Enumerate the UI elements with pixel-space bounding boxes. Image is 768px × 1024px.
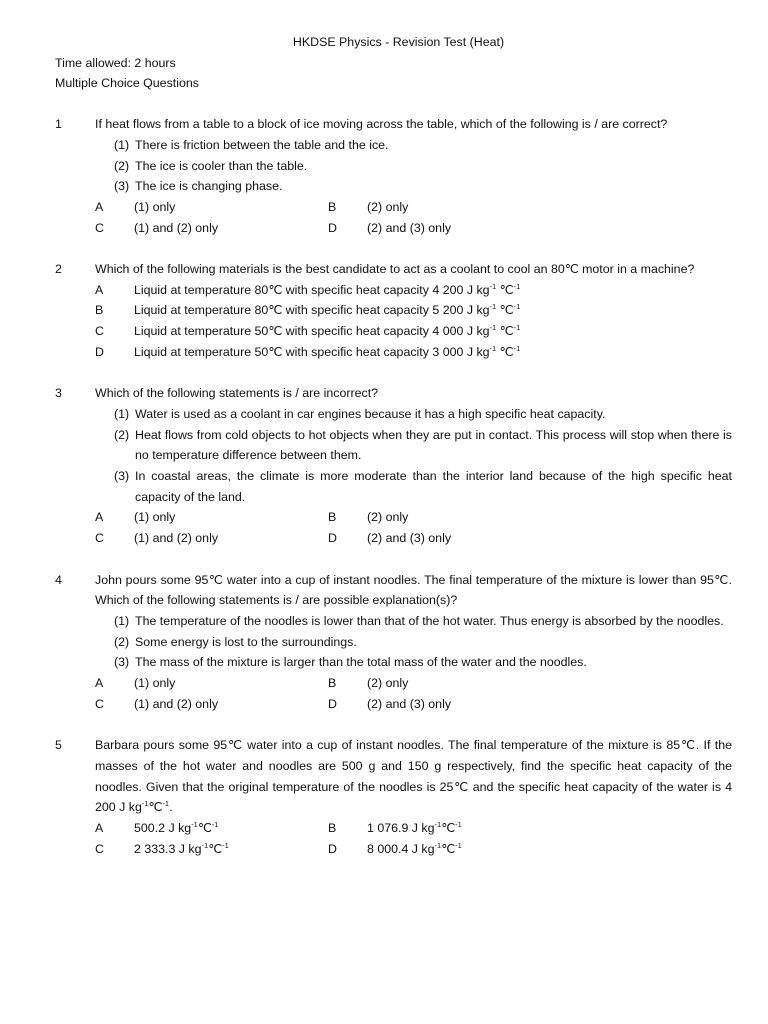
option-text bbox=[134, 280, 732, 301]
option-a[interactable] bbox=[95, 673, 328, 694]
spacer bbox=[55, 94, 732, 114]
option-letter: B bbox=[328, 676, 337, 691]
page-title: HKDSE Physics - Revision Test (Heat) bbox=[292, 35, 505, 49]
exponent: -1 bbox=[455, 840, 462, 850]
unit-symbol: ℃ bbox=[197, 820, 212, 835]
option-text: (2) only bbox=[367, 199, 409, 214]
question-body bbox=[95, 259, 732, 363]
exponent: -1 bbox=[162, 799, 170, 809]
statement-text: The temperature of the noodles is lower than that of the hot water. Thus energy is absorbed by the noodles. bbox=[135, 613, 724, 628]
question-5 bbox=[55, 735, 732, 859]
option-letter: D bbox=[328, 531, 337, 546]
option-text: (1) and (2) only bbox=[134, 220, 219, 235]
exponent: -1 bbox=[434, 819, 442, 829]
statement-text: The ice is cooler than the table. bbox=[135, 158, 308, 173]
statement-number: (2) bbox=[114, 634, 130, 649]
option-b[interactable] bbox=[328, 507, 561, 528]
option-text bbox=[134, 839, 328, 860]
option-letter: A bbox=[95, 676, 104, 691]
exponent: -1 bbox=[513, 302, 521, 312]
statement-text: The mass of the mixture is larger than the total mass of the water and the noodles. bbox=[135, 655, 587, 670]
statement-number: (3) bbox=[114, 655, 130, 670]
section-heading: Multiple Choice Questions bbox=[55, 76, 199, 91]
option-text: (2) and (3) only bbox=[367, 220, 452, 235]
statement-number: (1) bbox=[114, 406, 130, 421]
exponent: -1 bbox=[489, 343, 497, 353]
exponent: -1 bbox=[201, 840, 209, 850]
option-d[interactable] bbox=[328, 528, 561, 549]
exponent: -1 bbox=[191, 819, 198, 829]
question-2 bbox=[55, 259, 732, 363]
option-c[interactable] bbox=[95, 694, 328, 715]
option-text-main: 1 076.9 J kg bbox=[367, 820, 435, 835]
option-b[interactable] bbox=[95, 300, 732, 321]
question-stem: Which of the following statements is / are incorrect? bbox=[95, 386, 379, 401]
option-letter: C bbox=[95, 696, 104, 711]
statement-1 bbox=[95, 135, 732, 156]
option-text-main: Liquid at temperature 80℃ with specific heat capacity 5 200 J kg bbox=[134, 303, 490, 318]
option-a[interactable] bbox=[95, 507, 328, 528]
question-stem: If heat flows from a table to a block of ice moving across the table, which of the following is / are correct? bbox=[95, 117, 668, 132]
option-c[interactable] bbox=[95, 218, 328, 239]
exponent: -1 bbox=[513, 281, 521, 291]
question-stem: Which of the following materials is the best candidate to act as a coolant to cool an 80℃ motor in a machine? bbox=[95, 262, 695, 277]
option-letter: B bbox=[328, 820, 337, 835]
option-text bbox=[134, 300, 732, 321]
question-3 bbox=[55, 383, 732, 549]
option-letter: A bbox=[95, 282, 104, 297]
option-text: (1) only bbox=[134, 199, 176, 214]
question-body bbox=[95, 114, 732, 238]
exponent: -1 bbox=[141, 799, 149, 809]
option-letter: C bbox=[95, 324, 104, 339]
statement-text: In coastal areas, the climate is more moderate than the interior land because of the high specific heat capacity of the land. bbox=[135, 469, 732, 504]
exponent: -1 bbox=[513, 323, 521, 333]
option-b[interactable] bbox=[328, 673, 561, 694]
option-letter: A bbox=[95, 510, 104, 525]
option-text: (1) and (2) only bbox=[134, 696, 219, 711]
option-c[interactable] bbox=[95, 528, 328, 549]
statement-number: (3) bbox=[114, 469, 130, 484]
option-letter: B bbox=[328, 199, 337, 214]
unit-symbol: ℃ bbox=[496, 282, 514, 297]
option-d[interactable] bbox=[328, 694, 561, 715]
statement-3 bbox=[95, 466, 732, 507]
exponent: -1 bbox=[489, 323, 497, 333]
question-stem-text: Barbara pours some 95℃ water into a cup of instant noodles. The final temperature of the mixture is 85℃. If the masses of the hot water and noodles are 500 g and 150 g respectively, find the specific heat capacity of the noodles. Given that the original temperature of the noodles is 25℃ and the specific heat capacity of the water is 4 200 J kg bbox=[95, 738, 732, 815]
option-d[interactable] bbox=[328, 839, 561, 860]
option-text-main: Liquid at temperature 80℃ with specific heat capacity 4 200 J kg bbox=[134, 282, 490, 297]
unit-symbol: ℃ bbox=[208, 841, 223, 856]
options bbox=[95, 818, 732, 859]
option-d[interactable] bbox=[95, 342, 732, 363]
option-text-main: Liquid at temperature 50℃ with specific heat capacity 4 000 J kg bbox=[134, 324, 490, 339]
exponent: -1 bbox=[211, 819, 219, 829]
option-letter: C bbox=[95, 220, 104, 235]
exponent: -1 bbox=[489, 302, 497, 312]
question-4 bbox=[55, 570, 732, 715]
option-text-main: 8 000.4 J kg bbox=[367, 841, 435, 856]
option-letter: C bbox=[95, 531, 104, 546]
options bbox=[95, 673, 732, 714]
question-body bbox=[95, 735, 732, 859]
option-text bbox=[367, 839, 561, 860]
option-letter: A bbox=[95, 820, 104, 835]
option-a[interactable] bbox=[95, 818, 328, 839]
option-text: (1) only bbox=[134, 676, 176, 691]
exponent: -1 bbox=[513, 343, 521, 353]
exponent: -1 bbox=[434, 840, 442, 850]
option-b[interactable] bbox=[328, 818, 561, 839]
option-letter: D bbox=[95, 344, 104, 359]
unit-symbol: ℃ bbox=[496, 303, 514, 318]
option-text-main: 2 333.3 J kg bbox=[134, 841, 202, 856]
exponent: -1 bbox=[489, 281, 497, 291]
unit-symbol: ℃ bbox=[441, 820, 456, 835]
question-body bbox=[95, 383, 732, 549]
exponent: -1 bbox=[222, 840, 229, 850]
option-text: (2) and (3) only bbox=[367, 696, 452, 711]
statement-2 bbox=[95, 156, 732, 177]
option-c[interactable] bbox=[95, 839, 328, 860]
option-text: (1) only bbox=[134, 510, 176, 525]
time-allowed: Time allowed: 2 hours bbox=[55, 55, 176, 70]
question-stem bbox=[95, 735, 732, 818]
statement-text: The ice is changing phase. bbox=[135, 179, 283, 194]
unit-symbol: ℃ bbox=[441, 841, 456, 856]
exponent: -1 bbox=[455, 819, 462, 829]
option-letter: D bbox=[328, 220, 337, 235]
options bbox=[95, 280, 732, 363]
statement-2 bbox=[95, 632, 732, 653]
options bbox=[95, 507, 732, 548]
question-number: 5 bbox=[55, 738, 62, 753]
option-letter: A bbox=[95, 199, 104, 214]
option-text: (2) only bbox=[367, 676, 409, 691]
unit-symbol: ℃ bbox=[496, 324, 514, 339]
option-text: (1) and (2) only bbox=[134, 531, 219, 546]
option-a[interactable] bbox=[95, 280, 732, 301]
option-a[interactable] bbox=[95, 197, 328, 218]
statement-1 bbox=[95, 611, 732, 632]
statement-number: (2) bbox=[114, 427, 130, 442]
statement-2 bbox=[95, 425, 732, 466]
statement-number: (1) bbox=[114, 613, 130, 628]
option-text bbox=[134, 321, 732, 342]
question-number: 1 bbox=[55, 117, 62, 132]
option-text: (2) only bbox=[367, 510, 409, 525]
stem-end: . bbox=[169, 800, 173, 815]
statement-number: (1) bbox=[114, 137, 130, 152]
option-letter: B bbox=[328, 510, 337, 525]
option-letter: D bbox=[328, 696, 337, 711]
option-text bbox=[134, 818, 328, 839]
question-number: 3 bbox=[55, 386, 62, 401]
option-c[interactable] bbox=[95, 321, 732, 342]
statement-text: Heat flows from cold objects to hot objects when they are put in contact. This process will stop when there is no temperature difference between them. bbox=[135, 427, 732, 463]
statement-3 bbox=[95, 652, 732, 673]
option-d[interactable] bbox=[328, 218, 561, 239]
unit-symbol: ℃ bbox=[148, 800, 163, 815]
statement-text: There is friction between the table and the ice. bbox=[135, 137, 389, 152]
option-letter: B bbox=[95, 303, 104, 318]
option-text-main: Liquid at temperature 50℃ with specific heat capacity 3 000 J kg bbox=[134, 344, 490, 359]
statement-number: (2) bbox=[114, 158, 130, 173]
statement-3 bbox=[95, 176, 732, 197]
option-text bbox=[134, 342, 732, 363]
question-1 bbox=[55, 114, 732, 238]
option-text bbox=[367, 818, 561, 839]
option-b[interactable] bbox=[328, 197, 561, 218]
statement-text: Water is used as a coolant in car engines because it has a high specific heat capacity. bbox=[135, 406, 606, 421]
unit-symbol: ℃ bbox=[496, 344, 514, 359]
question-number: 4 bbox=[55, 572, 62, 587]
option-letter: D bbox=[328, 841, 337, 856]
options bbox=[95, 197, 732, 238]
statement-number: (3) bbox=[114, 179, 130, 194]
statement-text: Some energy is lost to the surroundings. bbox=[135, 634, 357, 649]
option-text: (2) and (3) only bbox=[367, 531, 452, 546]
option-text-main: 500.2 J kg bbox=[134, 820, 192, 835]
question-stem: John pours some 95℃ water into a cup of instant noodles. The final temperature of the mixture is lower than 95℃. Which of the following statements is / are possible explanation(s)? bbox=[95, 572, 732, 608]
statement-1 bbox=[95, 404, 732, 425]
option-letter: C bbox=[95, 841, 104, 856]
question-number: 2 bbox=[55, 262, 62, 277]
question-body bbox=[95, 570, 732, 715]
